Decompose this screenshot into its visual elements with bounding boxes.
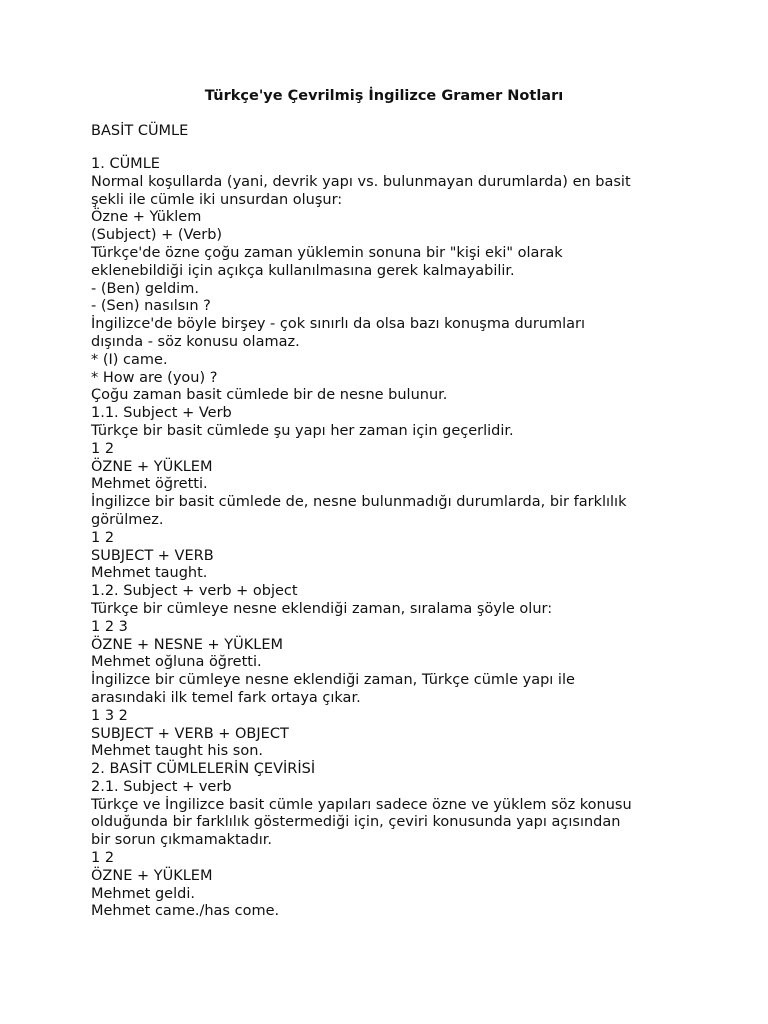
text-line: eklenebildiği için açıkça kullanılmasına gerek kalmayabilir. [91, 262, 515, 279]
text-line: İngilizce'de böyle birşey - çok sınırlı da olsa bazı konuşma durumları [91, 316, 586, 333]
text-line: - (Ben) geldim. [91, 280, 199, 297]
document-body [91, 156, 731, 921]
text-line: Özne + Yüklem [91, 209, 202, 226]
text-line: 1. CÜMLE [91, 156, 160, 172]
text-line: Türkçe bir basit cümlede şu yapı her zaman için geçerlidir. [91, 422, 514, 439]
text-line: 1.2. Subject + verb + object [91, 583, 298, 600]
text-line: Normal koşullarda (yani, devrik yapı vs. bulunmayan durumlarda) en basit [91, 173, 631, 190]
text-line: Mehmet öğretti. [91, 476, 208, 493]
text-line: - (Sen) nasılsın ? [91, 298, 211, 315]
text-line: * (I) came. [91, 351, 168, 368]
text-line: SUBJECT + VERB [91, 547, 214, 564]
text-line: 2.1. Subject + verb [91, 778, 232, 795]
text-line: 1 2 [91, 440, 115, 457]
text-line: Türkçe ve İngilizce basit cümle yapıları sadece özne ve yüklem söz konusu [91, 796, 632, 813]
text-line: 1 3 2 [91, 707, 128, 724]
text-line: Mehmet taught his son. [91, 743, 264, 760]
text-line: Mehmet taught. [91, 565, 208, 582]
text-line: Türkçe bir cümleye nesne eklendiği zaman, sıralama şöyle olur: [91, 600, 553, 617]
text-line: (Subject) + (Verb) [91, 227, 223, 244]
text-line: Mehmet geldi. [91, 885, 195, 902]
text-line: SUBJECT + VERB + OBJECT [91, 725, 289, 742]
text-line: 1 2 [91, 529, 115, 546]
text-line: şekli ile cümle iki unsurdan oluşur: [91, 191, 343, 208]
text-line: 1.1. Subject + Verb [91, 405, 232, 422]
text-line: * How are (you) ? [91, 369, 218, 386]
text-line: bir sorun çıkmamaktadır. [91, 832, 273, 849]
text-line: İngilizce bir cümleye nesne eklendiği zaman, Türkçe cümle yapı ile [91, 672, 575, 689]
text-line: Mehmet came./has come. [91, 903, 280, 920]
text-line: olduğunda bir farklılık göstermediği için, çeviri konusunda yapı açısından [91, 814, 621, 831]
text-line: 2. BASİT CÜMLELERİN ÇEVİRİSİ [91, 761, 316, 778]
text-line: İngilizce bir basit cümlede de, nesne bulunmadığı durumlarda, bir farklılık [91, 494, 627, 511]
text-line: dışında - söz konusu olamaz. [91, 333, 300, 350]
text-line: Türkçe'de özne çoğu zaman yüklemin sonuna bir "kişi eki" olarak [91, 244, 563, 261]
text-line: 1 2 3 [91, 618, 128, 635]
section-heading: BASİT CÜMLE [91, 123, 189, 139]
text-line: 1 2 [91, 850, 115, 867]
text-line: ÖZNE + YÜKLEM [91, 867, 213, 884]
text-line: görülmez. [91, 511, 164, 528]
text-line: Çoğu zaman basit cümlede bir de nesne bulunur. [91, 387, 448, 404]
text-line: ÖZNE + YÜKLEM [91, 458, 213, 475]
text-line: arasındaki ilk temel fark ortaya çıkar. [91, 689, 361, 706]
document-title: Türkçe'ye Çevrilmiş İngilizce Gramer Notları [204, 88, 564, 104]
text-line: Mehmet oğluna öğretti. [91, 654, 262, 671]
text-line: ÖZNE + NESNE + YÜKLEM [91, 636, 284, 653]
